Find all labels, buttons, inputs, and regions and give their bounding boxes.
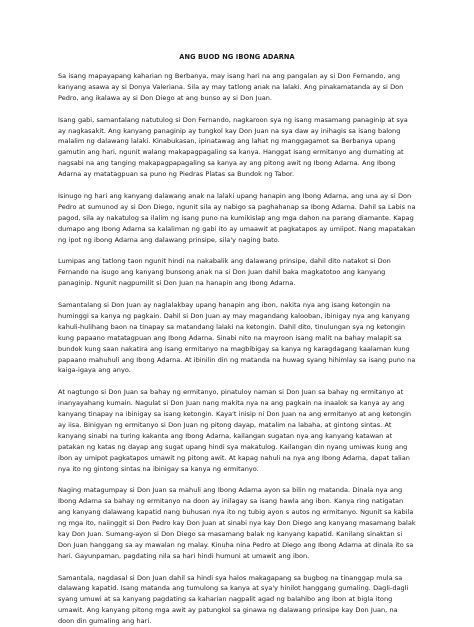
paragraph-8: Samantala, nagdasal si Don Juan dahil sa hindi sya halos makagapang sa bugbog na tinanggap mula sa dalawang kapatid. Isang matanda ang tumulong sa kanya at sya'y hinilot hanggang gumaling. Dagli-dagli syang umuwi at sa kanyang pagdating sa kaharian nagpalit agad ng balahibo ang ibon at bigla itong umawit. Ang kanyang pitong mga awit ay patungkol sa ginawa ng dalawang prinsipe kay Don Juan, na doon din gumaling ang hari.: [58, 573, 409, 626]
paragraph-2: Isang gabi, samantalang natutulog si Don Fernando, nagkaroon sya ng isang masamang panaginip at sya ay nagkasakit. Ang kanyang panaginip ay tungkol kay Don Juan na sya daw ay inihagis sa isang balong malalim ng dalawang lalaki. Kinabukasan, ipinatawag ang lahat ng manggagamot sa Berbanya upang gamutin ang hari, ngunit walang makapagpagaling sa kanya. Hanggat isang ermitanyo ang dumating at nagsabi na ang tanging makapagpapagaling sa kanya ay ang pitong awit ng Ibong Adarna. Ang Ibong Adarna ay matatagpuan sa puno ng Piedras Platas sa Bundok ng Tabor.: [58, 115, 408, 179]
paragraph-7: Naging matagumpay si Don Juan sa mahuli ang Ibong Adarna ayon sa bilin ng matanda. Dinala nya ang Ibong Adarna sa bahay ng ermitanyo na doon ay inilagay sa isang hawla ang ibon. Kanya ring natigatan ang kanyang dalawang kapatid nang buhusan nya ito ng tubig ayon s autos ng ermitanyo. Ngunit sa kabila ng mga ito, naiinggit si Don Pedro kay Don Juan at sinabi nya kay Don Diego ang kanyang masamang balak kay Don Juan. Sumang-ayon si Don Diego sa masamang balak ng kanyang kapatid. Kanilang sinaktan si Don Juan hanggang sa ay mawalan ng malay. Kinuha nina Pedro at Diego ang Ibong Adarna at dinala ito sa hari. Gayunpaman, pagdating nila sa hari hindi humuni at umawit ang ibon.: [58, 486, 416, 560]
paragraph-3: Isinugo ng hari ang kanyang dalawang anak na lalaki upang hanapin ang Ibong Adarna, ang una ay si Don Pedro at sumunod ay si Don Diego, ngunit sila ay nabigo sa paghahanap sa Ibong Adarna. Dahil sa Labis na pagod, sila ay nakatulog sa ilalim ng isang puno na kumikislap ang mga dahon na parang diamante. Kapag dumapo ang Ibong Adarna sa kalaliman ng gabi ito ay umaawit at pagkatapos ay umiipot. Nang mapatakan ng ipot ng ibong Adarna ang dalawang prinsipe, sila'y naging bato.: [58, 191, 416, 244]
paragraph-1: Sa isang mapayapang kaharian ng Berbanya, may isang hari na ang pangalan ay si Don Fernando, ang kanyang asawa ay si Donya Valeriana. Sila ay may tatlong anak na lalaki. Ang pinakamatanda ay si Don Pedro, ang ikalawa ay si Don Diego at ang bunso ay si Don Juan.: [58, 72, 404, 102]
paragraph-6: At nagtungo si Don Juan sa bahay ng ermitanyo, pinatuloy naman si Don Juan sa bahay ng ermitanyo at inanyayahang kumain. Nagulat si Don Juan nang makita nya na ang pagkain na inaalok sa kanya ay ang kanyang tinapay na ibinigay sa isang ketongin. Kaya't inisip ni Don Juan na ang ermitanyo at ang ketongin ay iisa. Binigyan ng ermitanyo si Don Juan ng pitong dayap, matalim na labaha, at gintong sintas. At kanyang sinabi na turing kakanta ang Ibong Adarna, kailangan sugatan nya ang kanyang katawan at patakan ng katas ng dayap ang sugat upang hindi sya makatulog. Kailangan din nyang umiwas kung ang ibon ay umipot pagkatapos umawit ng pitong awit. At kapag nahuli na nya ang Ibong Adarna, dapat talian nya ito ng gintong sintas na ibinigay sa kanya ng ermitanyo.: [58, 388, 412, 473]
paragraph-4: Lumipas ang tatlong taon ngunit hindi na nakabalik ang dalawang prinsipe, dahil dito natakot si Don Fernando na isugo ang kanyang bunsong anak na si Don Juan dahil baka magkatotoo ang kanyang panaginip. Ngunit nagpumilit si Don Juan na hanapin ang Ibong Adarna.: [58, 257, 391, 288]
paragraph-5: Samantalang si Don Juan ay naglalakbay upang hanapin ang ibon, nakita nya ang isang ketongin na huminggi sa kanya ng pagkain. Dahil si Don Juan ay may magandang kalooban, ibinigay nya ang kanyang kahuli-hulihang baon na tinapay sa matandang lalaki na ketongin. Dahil dito, tinulungan sya ng ketongin kung papaano matatagpuan ang Ibong Adarna. Sinabi nito na mayroon isang malit na bahay malapit sa bundok kung saan nakatira ang isang ermitanyo na magbibigay sa kanya ng karagdagang kaalaman kung papaano mahuhuli ang Ibong Adarna. At ibinilin din ng matanda na huwag syang hihimlay sa isang puno na kaiga-igaya ang anyo.: [58, 300, 416, 375]
document-title: ANG BUOD NG IBONG ADARNA: [179, 53, 295, 61]
